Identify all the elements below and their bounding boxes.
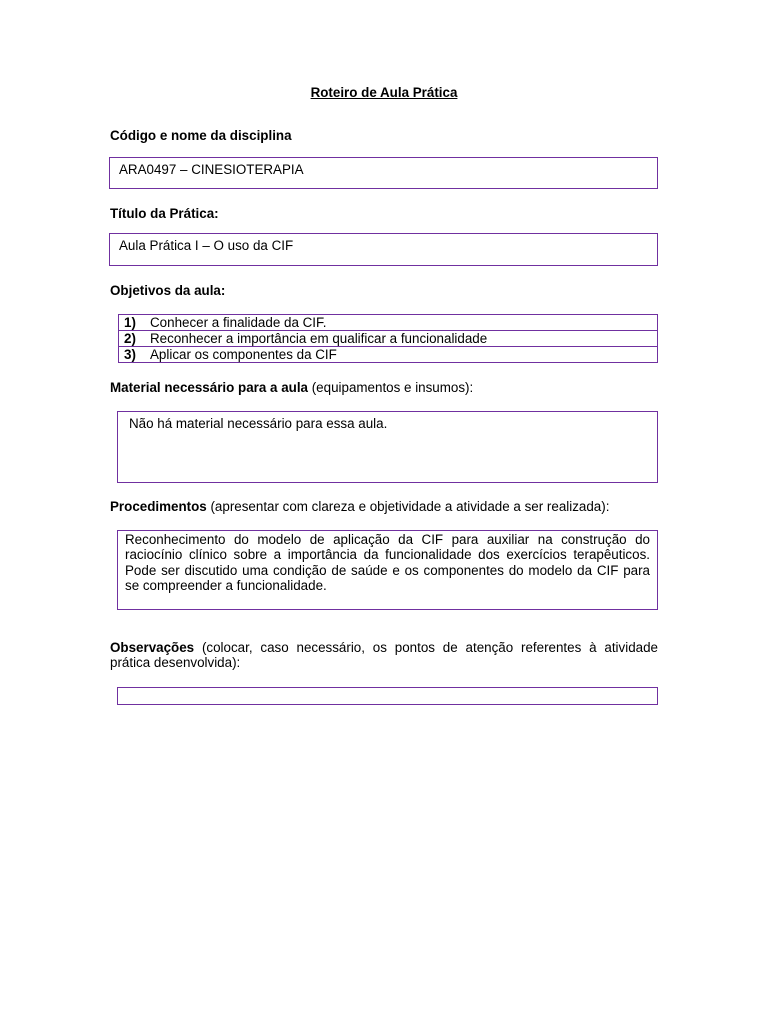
- observations-box: [117, 687, 658, 705]
- observations-label-text: Observações: [110, 640, 195, 655]
- observations-note: (colocar, caso necessário, os pontos de atenção referentes à atividade prática desenvolvida):: [110, 640, 658, 671]
- procedures-value: Reconhecimento do modelo de aplicação da CIF para auxiliar na construção do raciocínio clínico sobre a importância da funcionalidade dos exercícios terapêuticos. Pode ser discutido uma condição de saúde e os componentes do modelo da CIF para se compreender a funcionalidade.: [125, 532, 650, 594]
- objective-number: 3): [119, 347, 151, 363]
- objectives-colon: :: [220, 283, 226, 298]
- procedures-label-text: Procedimentos: [110, 499, 207, 514]
- objective-text: Aplicar os componentes da CIF: [150, 347, 658, 363]
- objective-number: 1): [119, 315, 151, 331]
- observations-label: [110, 640, 658, 671]
- practice-title-label: [110, 206, 219, 221]
- objectives-label: [110, 283, 225, 298]
- objectives-label-text: Objetivos da aula: [110, 283, 221, 298]
- objective-text: Reconhecer a importância em qualificar a funcionalidade: [150, 331, 658, 347]
- material-box: [117, 411, 658, 483]
- discipline-label-text: Código e nome da disciplina: [110, 128, 292, 143]
- practice-title-colon: :: [214, 206, 219, 221]
- material-value: Não há material necessário para essa aula.: [129, 416, 388, 431]
- objective-row: [119, 347, 658, 363]
- objective-row: [119, 331, 658, 347]
- practice-title-box: [109, 233, 658, 266]
- material-label: [110, 380, 473, 395]
- discipline-box: [109, 157, 658, 189]
- objective-row: [119, 315, 658, 331]
- procedures-box: [117, 530, 658, 610]
- material-label-text: Material necessário para a aula: [110, 380, 308, 395]
- procedures-note: (apresentar com clareza e objetividade a atividade a ser realizada):: [206, 499, 610, 514]
- objective-text: Conhecer a finalidade da CIF.: [150, 315, 658, 331]
- practice-title-label-text: Título da Prática: [110, 206, 215, 221]
- page-title: Roteiro de Aula Prática: [310, 85, 458, 100]
- objective-number: 2): [119, 331, 151, 347]
- procedures-label: [110, 499, 609, 514]
- practice-title-value: Aula Prática I – O uso da CIF: [119, 238, 294, 253]
- discipline-value: ARA0497 – CINESIOTERAPIA: [119, 162, 304, 177]
- material-note: (equipamentos e insumos):: [308, 380, 474, 395]
- objectives-table: [118, 314, 658, 363]
- discipline-label: [110, 128, 292, 143]
